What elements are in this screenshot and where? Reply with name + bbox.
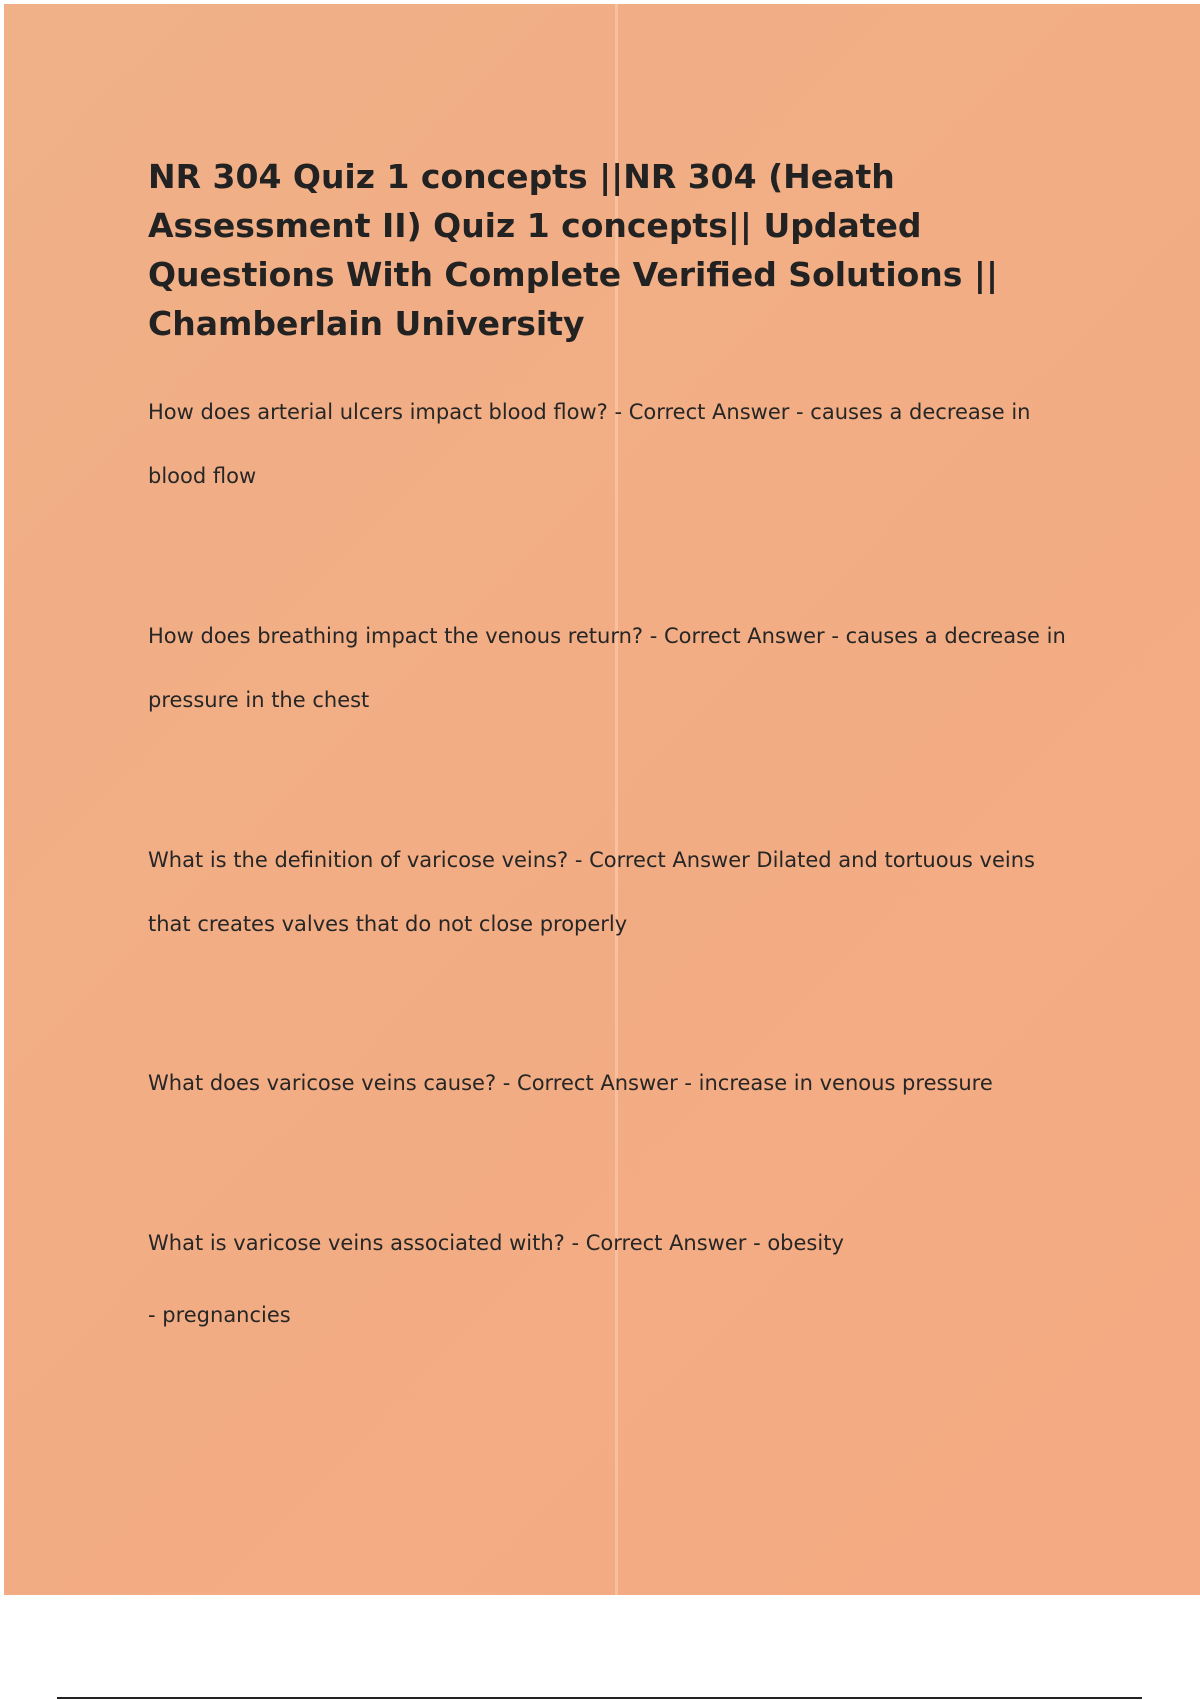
qa-line: pressure in the chest [148, 688, 370, 712]
qa-line: blood flow [148, 464, 257, 488]
bottom-rule [57, 1697, 1142, 1699]
qa-line: What is the definition of varicose veins? - Correct Answer Dilated and tortuous veins [148, 848, 1035, 872]
qa-line: What does varicose veins cause? - Correct Answer - increase in venous pressure [148, 1071, 993, 1095]
qa-item-arterial-ulcers [148, 380, 1098, 508]
qa-line: - pregnancies [148, 1303, 291, 1327]
qa-line: How does arterial ulcers impact blood flow? - Correct Answer - causes a decrease in [148, 400, 1031, 424]
qa-line: What is varicose veins associated with? - Correct Answer - obesity [148, 1231, 844, 1255]
qa-line: that creates valves that do not close properly [148, 912, 628, 936]
qa-item-varicose-cause [148, 1051, 1098, 1115]
qa-item-varicose-definition [148, 828, 1098, 956]
document-title: NR 304 Quiz 1 concepts ||NR 304 (Heath Assessment II) Quiz 1 concepts|| Updated Questions With Complete Verified Solutions || Chamberlain University [148, 157, 999, 343]
qa-line: How does breathing impact the venous return? - Correct Answer - causes a decrease in [148, 624, 1066, 648]
qa-item-breathing-venous-return [148, 604, 1098, 732]
qa-item-varicose-association [148, 1211, 1098, 1355]
document-page [4, 4, 1200, 1595]
